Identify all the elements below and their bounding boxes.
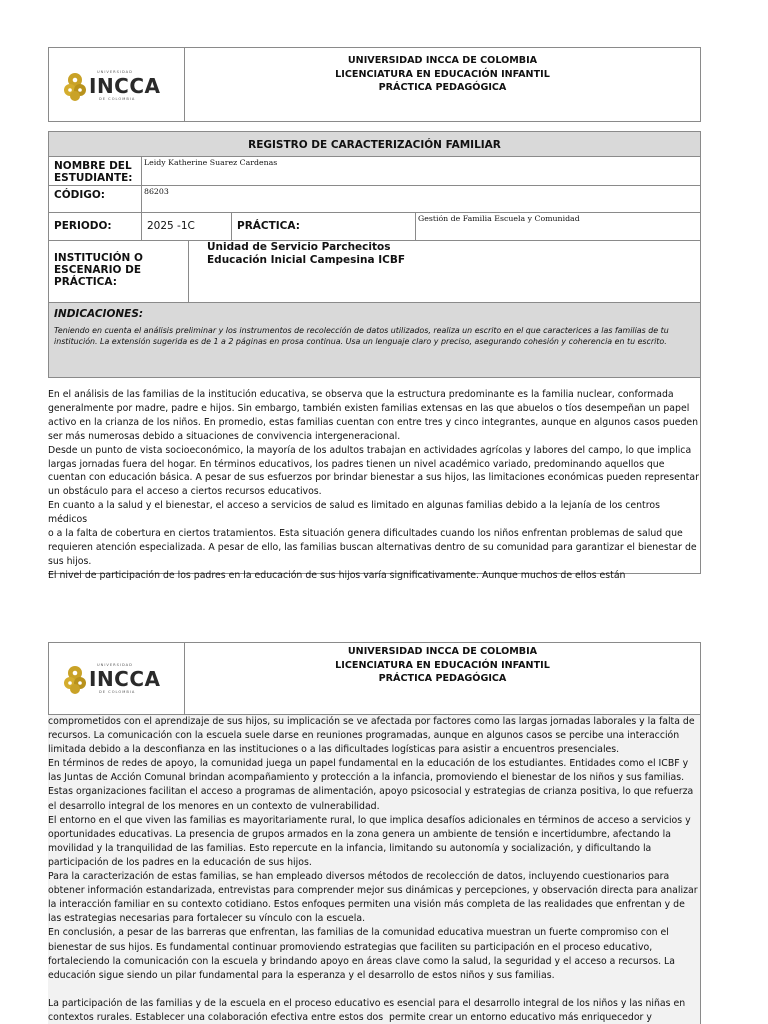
form-title: REGISTRO DE CARACTERIZACIÓN FAMILIAR [248, 139, 501, 151]
form-title-row [48, 131, 701, 157]
logo-bottom-text: DE COLOMBIA [99, 97, 136, 101]
page1-header [48, 47, 701, 122]
incca-logo [63, 663, 163, 695]
incca-logo [63, 70, 163, 102]
header-titles [185, 645, 700, 686]
program-name: LICENCIATURA EN EDUCACIÓN INFANTIL [335, 68, 550, 80]
incca-emblem-icon [63, 665, 87, 695]
student-label: NOMBRE DEL ESTUDIANTE: [54, 160, 133, 184]
code-label: CÓDIGO: [54, 189, 105, 201]
institution-row [48, 241, 701, 303]
page1-text-area [48, 378, 701, 581]
practice-label: PRÁCTICA: [231, 213, 415, 240]
page2-body-text: comprometidos con el aprendizaje de sus hijos, su implicación se ve afectada por factores como las largas jornadas laborales y la falta de recursos. La comunicación con la escuela suele darse en reuniones programadas, aunque en algunos casos se percibe una interacción limitada debido a la desconfianza en las instituciones o a las dificultades logísticas para asistir a encuentros presenciales. En términos de redes de apoyo, la comunidad juega un papel fundamental en la educación de los estudiantes. Entidades como el ICBF y las Juntas de Acción Comunal brindan acompañamiento y protección a la infancia, promoviendo el bienestar de los niños y sus familias. Estas organizaciones facilitan el acceso a programas de alimentación, apoyo psicosocial y estrategias de crianza positiva, lo que refuerza el desarrollo integral de los menores en un contexto de vulnerabilidad. El entorno en el que viven las familias es mayoritariamente rural, lo que implica desafíos adicionales en términos de acceso a servicios y oportunidades educativas. La presencia de grupos armados en la zona genera un ambiente de tensión e incertidumbre, afectando la movilidad y la tranquilidad de las familias. Esto repercute en la infancia, limitando su autonomía y socialización, y dificultando la participación de los padres en la educación de sus hijos. Para la caracterización de estas familias, se han empleado diversos métodos de recolección de datos, incluyendo cuestionarios para obtener información estandarizada, entrevistas para comprender mejor sus dinámicas y percepciones, y observación directa para analizar la interacción familiar en su contexto cotidiano. Estos enfoques permiten una visión más completa de las realidades que enfrentan y de las estrategias necesarias para fortalecer su vínculo con la escuela. En conclusión, a pesar de las barreras que enfrentan, las familias de la comunidad educativa muestran un fuerte compromiso con el bienestar de sus hijos. Es fundamental continuar promoviendo estrategias que faciliten su participación en el proceso educativo, fortaleciendo la comunicación con la escuela y brindando apoyo en áreas clave como la salud, la seguridad y el acceso a recursos. La educación sigue siendo un pilar fundamental para la esperanza y el desarrollo de estos niños y sus familias. La participación de las familias y de la escuela en el proceso educativo es esencial para el desarrollo integral de los niños y las niñas en contextos rurales. Establecer una colaboración efectiva entre estos dos permite crear un entorno educativo más enriquecedor y [48, 716, 698, 1023]
page1-body-text: En el análisis de las familias de la institución educativa, se observa que la estructura predominante es la familia nuclear, conformada generalmente por madre, padre e hijos. Sin embargo, también existen familias extensas en las que abuelos o tíos desempeñan un papel activo en la crianza de los niños. En promedio, estas familias cuentan con entre tres y cinco integrantes, aunque en algunos casos pueden ser más numerosas debido a situaciones de convivencia intergeneracional. Desde un punto de vista socioeconómico, la mayoría de los adultos trabajan en actividades agrícolas y labores del campo, lo que implica largas jornadas fuera del hogar. En términos educativos, los padres tienen un nivel académico variado, predominando aquellos que cuentan con educación básica. A pesar de sus esfuerzos por brindar bienestar a sus hijos, las limitaciones económicas pueden representar un obstáculo para el acceso a ciertos recursos educativos. En cuanto a la salud y el bienestar, el acceso a servicios de salud es limitado en algunas familias debido a la lejanía de los centros médicos o a la falta de cobertura en ciertos tratamientos. Esta situación genera dificultades cuando los niños enfrentan problemas de salud que requieren atención especializada. A pesar de ello, las familias buscan alternativas dentro de su comunidad para garantizar el bienestar de sus hijos. El nivel de participación de los padres en la educación de sus hijos varía significativamente. Aunque muchos de ellos están [48, 389, 699, 581]
code-value: 86203 [141, 186, 700, 212]
program-name: LICENCIATURA EN EDUCACIÓN INFANTIL [335, 659, 550, 671]
code-row [48, 186, 701, 213]
student-value: Leidy Katherine Suarez Cardenas [141, 157, 700, 185]
course-name: PRÁCTICA PEDAGÓGICA [378, 673, 507, 684]
university-name: UNIVERSIDAD INCCA DE COLOMBIA [347, 646, 538, 657]
logo-cell [49, 48, 185, 121]
page2-header [48, 642, 701, 715]
page2-text-area [48, 715, 701, 1024]
indications-row [48, 303, 701, 378]
logo-cell [49, 643, 185, 714]
logo-top-text: UNIVERSIDAD [97, 663, 133, 667]
student-row [48, 157, 701, 186]
logo-bottom-text: DE COLOMBIA [99, 690, 136, 694]
course-name: PRÁCTICA PEDAGÓGICA [378, 82, 507, 93]
period-row [48, 213, 701, 241]
logo-top-text: UNIVERSIDAD [97, 70, 133, 74]
indications-label: INDICACIONES: [54, 308, 144, 320]
institution-value: Unidad de Servicio Parchecitos Educación Inicial Campesina ICBF [188, 241, 700, 302]
incca-emblem-icon [63, 72, 87, 102]
indications-text: Teniendo en cuenta el análisis preliminar y los instrumentos de recolección de datos utilizados, realiza un escrito en el que caracterices a las familias de tu institución. La extensión sugerida es de 1 a 2 páginas en prosa continua. Usa un lenguaje claro y preciso, asegurando cohesión y coherencia en tu escrito. [54, 326, 669, 346]
header-titles [185, 54, 700, 95]
logo-wordmark: INCCA [89, 74, 161, 98]
practice-value: Gestión de Familia Escuela y Comunidad [415, 213, 700, 240]
logo-wordmark: INCCA [89, 667, 161, 691]
institution-label: INSTITUCIÓN O ESCENARIO DE PRÁCTICA: [54, 252, 143, 288]
university-name: UNIVERSIDAD INCCA DE COLOMBIA [347, 55, 538, 66]
period-value: 2025 -1C [141, 213, 231, 240]
period-label: PERIODO: [54, 220, 112, 232]
